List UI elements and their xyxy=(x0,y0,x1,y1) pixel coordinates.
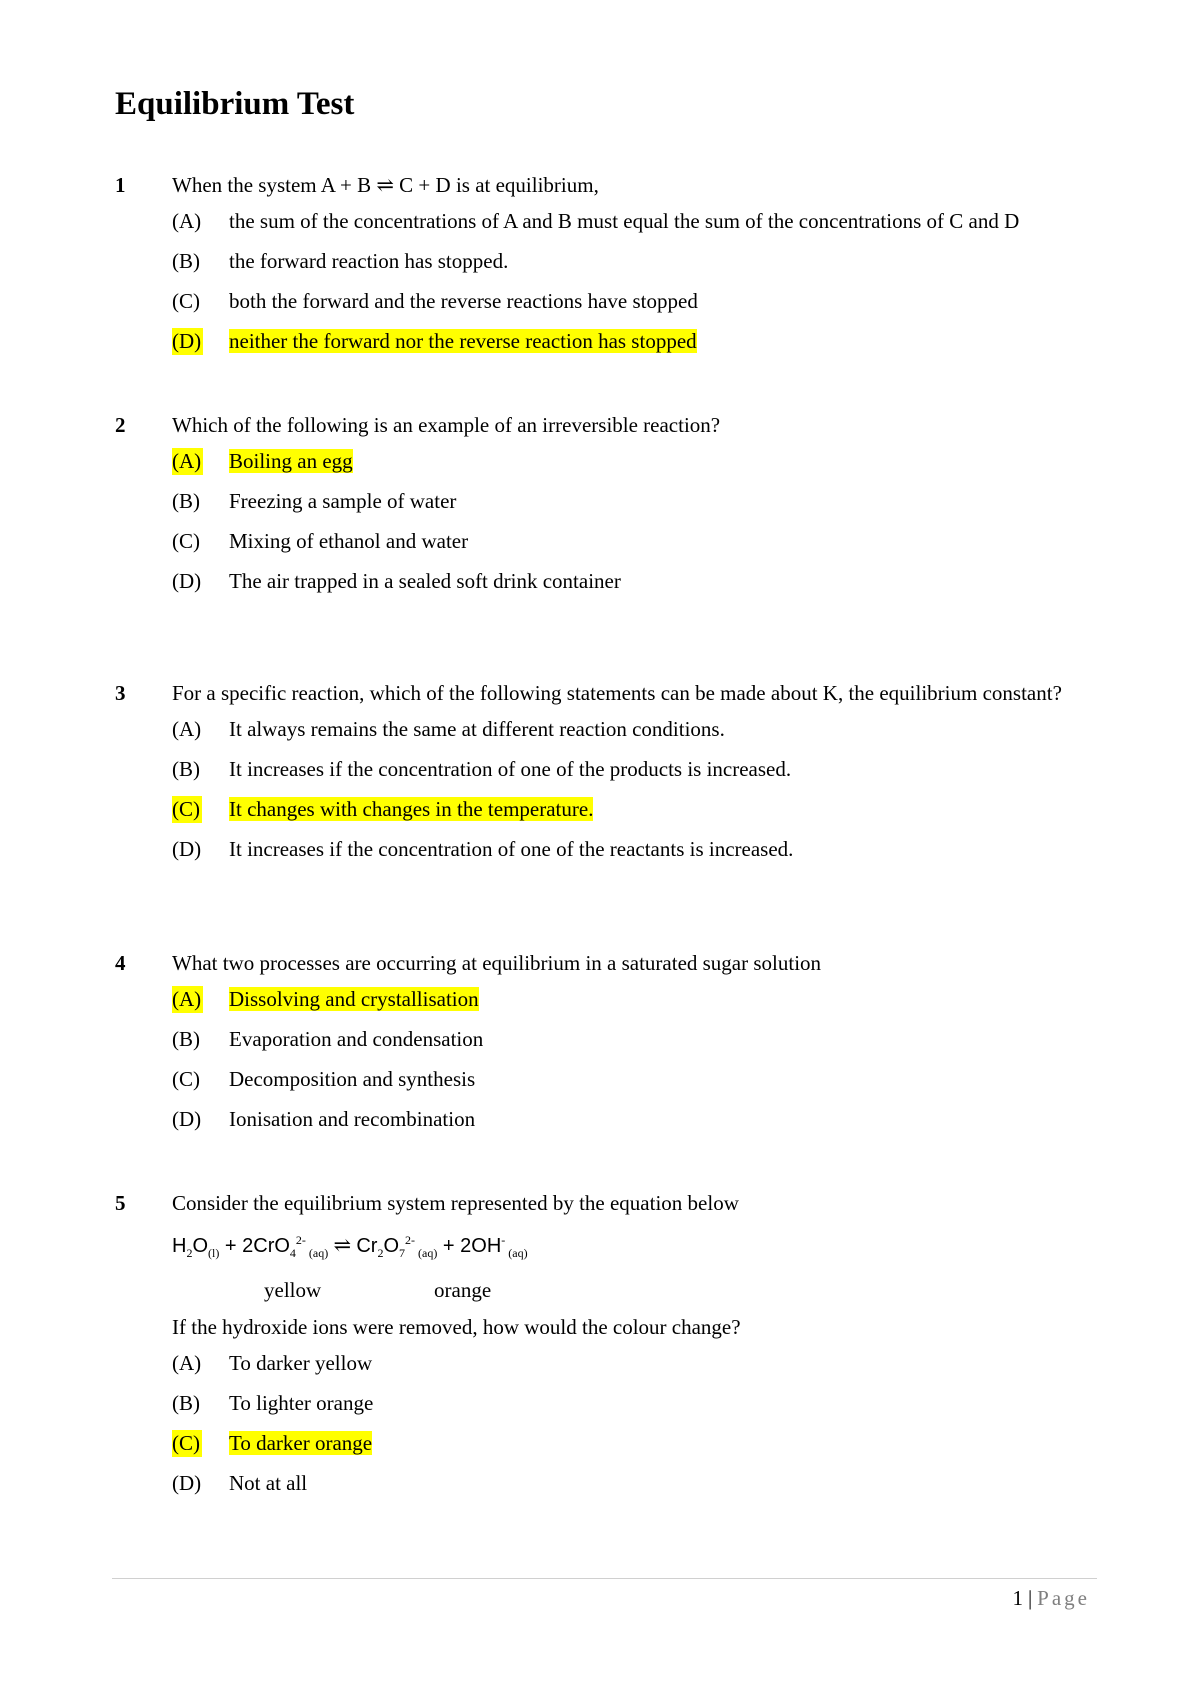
option-d xyxy=(172,568,1095,595)
question-number: 3 xyxy=(115,681,126,705)
option-text: It changes with changes in the temperature. xyxy=(229,797,594,821)
option-list xyxy=(115,448,1095,595)
option-letter: (A) xyxy=(172,449,202,473)
question-number: 5 xyxy=(115,1191,126,1215)
option-b xyxy=(172,248,1095,275)
question-1 xyxy=(115,172,1095,368)
eq-charge: 2- xyxy=(405,1233,416,1247)
option-letter: (D) xyxy=(172,1107,202,1131)
eq-part: Cr xyxy=(356,1235,378,1257)
option-text: both the forward and the reverse reactions have stopped xyxy=(229,289,698,313)
option-b xyxy=(172,488,1095,515)
page-label: Page xyxy=(1037,1586,1090,1610)
eq-part: + 2OH xyxy=(437,1235,502,1257)
colour-label-orange: orange xyxy=(434,1278,492,1303)
option-a xyxy=(172,1350,1095,1377)
option-a-highlighted xyxy=(172,986,1095,1013)
option-d xyxy=(172,836,1095,863)
question-prompt: If the hydroxide ions were removed, how would the colour change? xyxy=(172,1315,741,1340)
eq-state: (l) xyxy=(208,1246,220,1261)
option-text: Freezing a sample of water xyxy=(229,489,457,513)
option-letter: (C) xyxy=(172,289,200,313)
option-a-highlighted xyxy=(172,448,1095,475)
option-text: the forward reaction has stopped. xyxy=(229,249,509,273)
option-text: Evaporation and condensation xyxy=(229,1027,484,1051)
option-letter: (C) xyxy=(172,1067,200,1091)
option-list xyxy=(115,208,1095,355)
option-letter: (B) xyxy=(172,249,200,273)
eq-subscript: 4 xyxy=(289,1246,296,1261)
option-c-highlighted xyxy=(172,796,1095,823)
eq-charge: - xyxy=(501,1233,506,1247)
option-text: Not at all xyxy=(229,1471,308,1496)
option-text: Mixing of ethanol and water xyxy=(229,529,469,553)
option-a xyxy=(172,208,1095,235)
option-text: It increases if the concentration of one of the products is increased. xyxy=(229,757,792,781)
option-letter: (A) xyxy=(172,717,202,741)
question-text: When the system A + B ⇌ C + D is at equilibrium, xyxy=(172,173,599,197)
option-text: Decomposition and synthesis xyxy=(229,1067,476,1091)
page-title: Equilibrium Test xyxy=(115,86,355,122)
eq-subscript: 2 xyxy=(186,1246,193,1261)
option-d-highlighted xyxy=(172,328,1095,355)
option-d xyxy=(172,1106,1095,1133)
footer-divider xyxy=(112,1578,1097,1579)
option-text: It always remains the same at different reaction conditions. xyxy=(229,717,725,741)
eq-state: (aq) xyxy=(505,1246,528,1261)
option-letter: (A) xyxy=(172,1351,202,1376)
page-footer xyxy=(1012,1586,1090,1611)
option-text: Dissolving and crystallisation xyxy=(229,987,479,1011)
question-5 xyxy=(115,1190,1095,1510)
eq-charge: 2- xyxy=(295,1233,306,1247)
option-letter: (D) xyxy=(172,569,202,593)
question-3 xyxy=(115,680,1095,876)
option-list xyxy=(115,716,1095,863)
eq-subscript: 2 xyxy=(377,1246,384,1261)
option-letter: (B) xyxy=(172,1027,200,1051)
option-b xyxy=(172,1026,1095,1053)
option-list xyxy=(115,986,1095,1133)
option-text: Boiling an egg xyxy=(229,449,353,473)
question-text: For a specific reaction, which of the following statements can be made about K, the equilibrium constant? xyxy=(172,681,1062,705)
eq-part: H xyxy=(172,1235,187,1257)
option-c-highlighted xyxy=(172,1430,1095,1457)
equilibrium-arrow: ⇌ xyxy=(328,1233,357,1257)
eq-subscript: 7 xyxy=(399,1246,406,1261)
option-a xyxy=(172,716,1095,743)
option-letter: (A) xyxy=(172,987,202,1011)
question-number: 2 xyxy=(115,413,126,437)
question-2 xyxy=(115,412,1095,608)
option-letter: (D) xyxy=(172,329,202,353)
colour-labels xyxy=(172,1277,1095,1304)
question-number: 1 xyxy=(115,173,126,197)
eq-state: (aq) xyxy=(415,1246,438,1261)
option-c xyxy=(172,1066,1095,1093)
option-b xyxy=(172,1390,1095,1417)
question-number: 4 xyxy=(115,951,126,975)
page-number: 1 xyxy=(1012,1586,1023,1610)
option-letter: (C) xyxy=(172,797,200,821)
question-4 xyxy=(115,950,1095,1146)
eq-state: (aq) xyxy=(305,1246,329,1261)
colour-label-yellow: yellow xyxy=(264,1278,322,1303)
option-text: The air trapped in a sealed soft drink container xyxy=(229,569,621,593)
option-letter: (C) xyxy=(172,529,200,553)
option-text: It increases if the concentration of one of the reactants is increased. xyxy=(229,837,794,861)
option-letter: (D) xyxy=(172,1471,202,1496)
option-text: the sum of the concentrations of A and B must equal the sum of the concentrations of C and D xyxy=(229,209,1020,233)
question-text: What two processes are occurring at equilibrium in a saturated sugar solution xyxy=(172,951,822,975)
option-letter: (B) xyxy=(172,757,200,781)
option-c xyxy=(172,288,1095,315)
eq-part: + 2CrO xyxy=(219,1235,290,1257)
question-text: Which of the following is an example of an irreversible reaction? xyxy=(172,413,721,437)
option-letter: (C) xyxy=(172,1431,200,1456)
question-text: Consider the equilibrium system represented by the equation below xyxy=(172,1191,739,1215)
eq-part: O xyxy=(192,1235,209,1257)
option-c xyxy=(172,528,1095,555)
option-letter: (B) xyxy=(172,1391,200,1416)
option-d xyxy=(172,1470,1095,1497)
option-b xyxy=(172,756,1095,783)
option-text: To darker orange xyxy=(229,1431,373,1456)
option-letter: (D) xyxy=(172,837,202,861)
footer-separator: | xyxy=(1027,1586,1033,1610)
option-text: neither the forward nor the reverse reaction has stopped xyxy=(229,329,697,353)
eq-part: O xyxy=(383,1235,400,1257)
option-text: To darker yellow xyxy=(229,1351,373,1376)
option-text: To lighter orange xyxy=(229,1391,374,1416)
option-letter: (A) xyxy=(172,209,202,233)
option-letter: (B) xyxy=(172,489,200,513)
option-text: Ionisation and recombination xyxy=(229,1107,476,1131)
chemical-equation xyxy=(172,1227,1095,1267)
option-list xyxy=(115,1350,1095,1497)
